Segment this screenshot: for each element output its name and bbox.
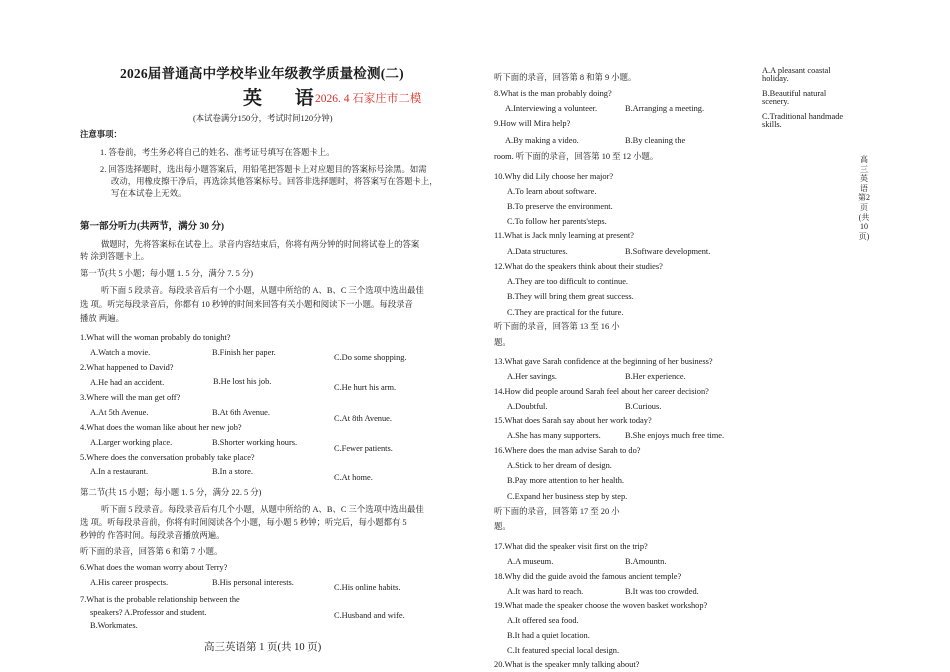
question-8-option-b: B.Arranging a meeting. <box>625 104 705 113</box>
question-20-option-a: A.A pleasant coastal holiday. <box>762 66 831 84</box>
question-15-option-a: A.She has many supporters. <box>507 431 601 440</box>
exam-source-tag: 2026. 4 石家庄市二模 <box>315 93 422 105</box>
question-5-option-a: A.In a restaurant. <box>90 467 149 476</box>
question-1-option-c: C.Do some shopping. <box>334 353 407 362</box>
question-12-option-a: A.They are too difficult to continue. <box>507 277 629 286</box>
question-10: 10.Why did Lily choose her major? <box>494 172 614 181</box>
question-4-option-c: C.Fewer patients. <box>334 444 393 453</box>
question-18: 18.Why did the guide avoid the famous ancient temple? <box>494 572 682 581</box>
question-14-option-a: A.Doubtful. <box>507 402 548 411</box>
question-5: 5.Where does the conversation probably take place? <box>80 453 255 462</box>
listen-instruction-13-16-line-2: 题。 <box>494 338 511 347</box>
question-5-option-c: C.At home. <box>334 473 373 482</box>
listen-instruction-6-7: 听下面的录音，回答第 6 和第 7 小题。 <box>80 547 223 556</box>
question-2: 2.What happened to David? <box>80 363 174 372</box>
question-11-option-a: A.Data structures. <box>507 247 568 256</box>
question-19: 19.What made the speaker choose the woven basket workshop? <box>494 601 708 610</box>
question-7-option-c: C.Husband and wife. <box>334 611 405 620</box>
notice-item-2-line-2: 改动，用橡皮擦干净后，再选涂其他答案标号。回答非选择题时，将答案写在答题卡上， <box>111 177 438 186</box>
question-6: 6.What does the woman worry about Terry? <box>80 563 228 572</box>
question-9-option-b: B.By cleaning the <box>625 136 686 145</box>
question-9-option-b-cont: room. 听下面的录音，回答第 10 至 12 小题。 <box>494 152 659 161</box>
listen-instruction-8-9: 听下面的录音，回答第 8 和第 9 小题。 <box>494 73 637 82</box>
question-13-option-b: B.Her experience. <box>625 372 686 381</box>
section2-intro-line-3: 秒钟的 作答时间。每段录音播放两遍。 <box>80 531 225 540</box>
question-3-option-c: C.At 8th Avenue. <box>334 414 392 423</box>
side-page-label: 高三英语第2页(共10页) <box>858 155 870 241</box>
section1-intro-line-2: 选 项。听完每段录音后，你都有 10 秒钟的时间来回答有关小题和阅读下一小题。每段录音 <box>80 300 413 309</box>
subject-title: 英 语 <box>243 88 328 109</box>
listen-instruction-13-16-line-1: 听下面的录音，回答第 13 至 16 小 <box>494 322 620 331</box>
section2-heading: 第二节(共 15 小题；每小题 1. 5 分，满分 22. 5 分) <box>80 488 262 497</box>
section1-intro-line-3: 播放 两遍。 <box>80 314 124 323</box>
question-11: 11.What is Jack mnly learning at present? <box>494 231 634 240</box>
question-1-option-b: B.Finish her paper. <box>212 348 276 357</box>
question-20-option-b: B.Beautiful natural scenery. <box>762 89 827 107</box>
question-17-option-b: B.Amountn. <box>625 557 667 566</box>
exam-title: 2026届普通高中学校毕业年级教学质量检测(二) <box>120 66 404 81</box>
question-12-option-c: C.They are practical for the future. <box>507 308 624 317</box>
question-4-option-a: A.Larger working place. <box>90 438 173 447</box>
question-6-option-c: C.His online habits. <box>334 583 401 592</box>
question-19-option-a: A.It offered sea food. <box>507 616 579 625</box>
listen-instruction-17-20-line-1: 听下面的录音，回答第 17 至 20 小 <box>494 507 620 516</box>
question-19-option-c: C.It featured special local design. <box>507 646 620 655</box>
question-12: 12.What do the speakers think about their studies? <box>494 262 663 271</box>
question-16-option-a: A.Stick to her dream of design. <box>507 461 612 470</box>
exam-info: (本试卷满分150分，考试时间120分钟) <box>193 114 333 123</box>
question-15: 15.What does Sarah say about her work today? <box>494 416 652 425</box>
question-9-option-a: A.By making a video. <box>505 136 579 145</box>
question-18-option-a: A.It was hard to reach. <box>507 587 584 596</box>
question-9: 9.How will Mira help? <box>494 119 571 128</box>
page-footer: 高三英语第 1 页(共 10 页) <box>204 642 322 653</box>
question-19-option-b: B.It had a quiet location. <box>507 631 590 640</box>
question-2-option-c: C.He hurt his arm. <box>334 383 397 392</box>
question-16-option-c: C.Expand her business step by step. <box>507 492 628 501</box>
question-17-option-a: A.A museum. <box>507 557 554 566</box>
question-13-option-a: A.Her savings. <box>507 372 558 381</box>
question-7-line-2: speakers? A.Professor and student. <box>90 608 207 617</box>
question-6-option-a: A.His career prospects. <box>90 578 169 587</box>
question-16-option-b: B.Pay more attention to her health. <box>507 476 624 485</box>
part1-heading: 第一部分听力(共两节，满分 30 分) <box>80 222 225 232</box>
question-3-option-b: B.At 6th Avenue. <box>212 408 270 417</box>
question-14-option-b: B.Curious. <box>625 402 662 411</box>
question-7-line-3: B.Workmates. <box>90 621 138 630</box>
question-1: 1.What will the woman probably do tonight? <box>80 333 231 342</box>
question-11-option-b: B.Software development. <box>625 247 711 256</box>
question-8: 8.What is the man probably doing? <box>494 89 612 98</box>
question-20: 20.What is the speaker mnly talking about? <box>494 660 640 669</box>
section2-intro-line-1: 听下面 5 段录音。每段录音后有几个小题，从题中所给的 A、B、C 三个选项中选出最佳 <box>101 505 424 514</box>
question-10-option-a: A.To learn about software. <box>507 187 597 196</box>
question-3-option-a: A.At 5th Avenue. <box>90 408 149 417</box>
question-14: 14.How did people around Sarah feel about her career decision? <box>494 387 709 396</box>
notice-item-2-line-3: 写在本试卷上无效。 <box>111 189 187 198</box>
part1-intro-line-1: 做题时，先将答案标在试卷上。录音内容结束后，你将有两分钟的时间将试卷上的答案 <box>101 240 420 249</box>
notice-heading: 注意事项： <box>80 130 122 139</box>
notice-item-1: 1. 答卷前，考生务必将自己的姓名、准考证号填写在答题卡上。 <box>100 148 335 157</box>
question-6-option-b: B.His personal interests. <box>212 578 294 587</box>
question-1-option-a: A.Watch a movie. <box>90 348 151 357</box>
question-13: 13.What gave Sarah confidence at the beginning of her business? <box>494 357 713 366</box>
question-4-option-b: B.Shorter working hours. <box>212 438 298 447</box>
question-17: 17.What did the speaker visit first on the trip? <box>494 542 648 551</box>
question-15-option-b: B.She enjoys much free time. <box>625 431 725 440</box>
question-10-option-b: B.To preserve the environment. <box>507 202 613 211</box>
question-18-option-b: B.It was too crowded. <box>625 587 699 596</box>
notice-item-2-line-1: 2. 回答选择题时，选出每小题答案后，用铅笔把答题卡上对应题目的答案标号涂黑。如需 <box>100 165 427 174</box>
section1-intro-line-1: 听下面 5 段录音。每段录音后有一个小题，从题中所给的 A、B、C 三个选项中选出最佳 <box>101 286 424 295</box>
part1-intro-line-2: 转 涂到答题卡上。 <box>80 252 150 261</box>
question-16: 16.Where does the man advise Sarah to do? <box>494 446 641 455</box>
section1-heading: 第一节(共 5 小题；每小题 1. 5 分，满分 7. 5 分) <box>80 269 254 278</box>
question-5-option-b: B.In a store. <box>212 467 253 476</box>
question-2-option-a: A.He had an accident. <box>90 378 165 387</box>
question-20-option-c: C.Traditional handmade skills. <box>762 112 844 130</box>
question-7-line-1: 7.What is the probable relationship between the <box>80 595 240 604</box>
question-12-option-b: B.They will bring them great success. <box>507 292 634 301</box>
section2-intro-line-2: 选 项。听每段录音前，你将有时间阅读各个小题，每小题 5 秒钟；听完后，每小题都有 5 <box>80 518 407 527</box>
question-2-option-b: B.He lost his job. <box>213 377 272 386</box>
question-8-option-a: A.Interviewing a volunteer. <box>505 104 598 113</box>
listen-instruction-17-20-line-2: 题。 <box>494 522 511 531</box>
question-3: 3.Where will the man get off? <box>80 393 181 402</box>
question-4: 4.What does the woman like about her new job? <box>80 423 242 432</box>
question-10-option-c: C.To follow her parents'steps. <box>507 217 607 226</box>
